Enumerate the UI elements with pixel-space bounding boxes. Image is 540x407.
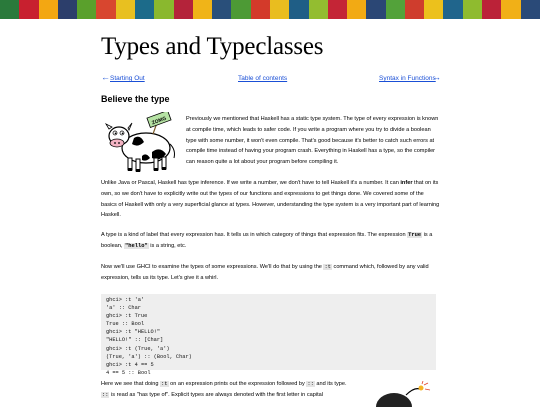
type-label-paragraph <box>101 230 441 252</box>
stripe-segment <box>174 0 193 19</box>
inline-code-double-colon: :: <box>307 381 314 387</box>
stripe-segment <box>309 0 328 19</box>
ghci-paragraph <box>101 262 441 284</box>
stripe-segment <box>443 0 462 19</box>
code-line: ghci> :t 4 == 5 <box>106 361 154 368</box>
text-span: that on its own, so we don't have to explicitly write out the types of our functions and expressions to get things done. We covered some of the basics of Haskell with only a very superficial glance at types. However, understanding the type system is a very important part of learning Haskell. <box>101 180 440 219</box>
color-stripe-banner <box>0 0 540 19</box>
inline-code-hello: "hello" <box>125 242 148 249</box>
text-span: A type is a kind of label that every expression has. It tells us in which category of things that expression fits. The expression <box>101 232 408 238</box>
has-type-paragraph <box>101 379 355 401</box>
text-span: is read as "has type of". Explicit types are always denoted with the first letter in capital <box>109 391 324 398</box>
inline-code-double-colon: :: <box>102 391 109 398</box>
page-title: Types and Typeclasses <box>101 33 324 60</box>
stripe-segment <box>251 0 270 19</box>
stripe-segment <box>386 0 405 19</box>
text-span: Unlike Java or Pascal, Haskell has type inference. If we write a number, we don't have to tell Haskell it's a number. It can <box>101 180 401 186</box>
stripe-segment <box>405 0 424 19</box>
code-line: 'a' :: Char <box>106 305 141 312</box>
cow-sign-text: ZOMG <box>151 115 168 127</box>
bomb-illustration <box>370 381 432 407</box>
stripe-segment <box>366 0 385 19</box>
stripe-segment <box>328 0 347 19</box>
text-span: and its type. <box>314 381 347 387</box>
stripe-segment <box>482 0 501 19</box>
stripe-segment <box>135 0 154 19</box>
stripe-segment <box>212 0 231 19</box>
stripe-segment <box>58 0 77 19</box>
stripe-segment <box>424 0 443 19</box>
code-line: True :: Bool <box>106 321 145 328</box>
stripe-segment <box>19 0 38 19</box>
text-span: is a string, etc. <box>148 242 187 249</box>
left-arrow-icon[interactable]: ← <box>101 72 110 82</box>
inline-code-t: :t <box>161 381 168 387</box>
right-arrow-icon[interactable]: → <box>432 72 441 82</box>
code-line: ghci> :t True <box>106 313 148 320</box>
stripe-segment <box>116 0 135 19</box>
stripe-segment <box>154 0 173 19</box>
next-chapter-link[interactable]: Syntax in Functions <box>379 75 436 82</box>
stripe-segment <box>193 0 212 19</box>
stripe-segment <box>521 0 540 19</box>
code-line: (True, 'a') :: (Bool, Char) <box>106 353 192 360</box>
page-header <box>101 19 441 62</box>
code-line: ghci> :t "HELLO!" <box>106 329 161 336</box>
text-span: Here we see that doing <box>101 381 161 387</box>
stripe-segment <box>77 0 96 19</box>
text-span: Now we'll use GHCI to examine the types of some expressions. We'll do that by using the <box>101 264 324 270</box>
stripe-segment <box>289 0 308 19</box>
code-line: ghci> :t 'a' <box>106 297 145 303</box>
text-span: command which, followed by any valid expression, tells us its type. Let's give it a whirl. <box>101 264 429 281</box>
stripe-segment <box>347 0 366 19</box>
type-inference-paragraph <box>101 178 441 221</box>
text-span: is a boolean, <box>101 232 433 249</box>
text-span: on an expression prints out the expression followed by <box>168 381 307 387</box>
table-of-contents-link[interactable]: Table of contents <box>238 75 288 82</box>
stripe-segment <box>270 0 289 19</box>
prev-chapter-link[interactable]: Starting Out <box>110 75 145 82</box>
stripe-segment <box>0 0 19 19</box>
stripe-segment <box>39 0 58 19</box>
inline-code-t: :t <box>324 264 331 270</box>
stripe-segment <box>501 0 520 19</box>
code-line: ghci> :t (True, 'a') <box>106 345 170 352</box>
chapter-navigation <box>101 72 441 86</box>
infer-emphasis: infer <box>400 180 413 186</box>
cow-illustration <box>104 112 180 174</box>
intro-paragraph: Previously we mentioned that Haskell has a static type system. The type of every expression is known at compile time, which leads to safer code. If you write a program where you try to divide a boolean type with some number, it won't even compile. That's good because it's better to catch such errors at compile time instead of having your program crash. Everything in Haskell has a type, so the compiler can reason quite a lot about your program before compiling it. <box>186 116 439 166</box>
ghci-code-block <box>101 294 436 376</box>
code-line: 4 == 5 :: Bool <box>106 369 151 376</box>
stripe-segment <box>463 0 482 19</box>
stripe-segment <box>231 0 250 19</box>
code-line: "HELLO!" :: [Char] <box>106 337 164 344</box>
stripe-segment <box>96 0 115 19</box>
section-heading: Believe the type <box>101 94 170 104</box>
inline-code-true: True <box>408 232 422 238</box>
